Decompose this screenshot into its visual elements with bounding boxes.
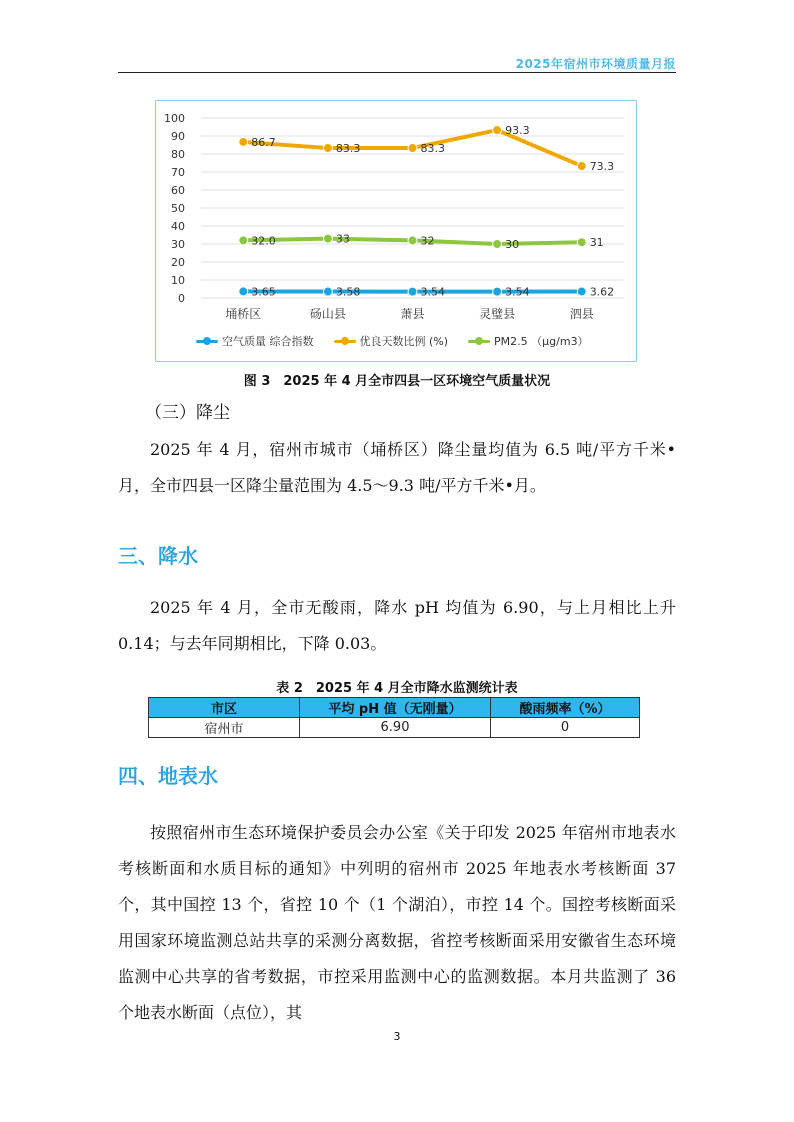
data-point bbox=[408, 236, 417, 245]
air-quality-chart bbox=[155, 100, 637, 362]
data-label: 32.0 bbox=[251, 234, 276, 248]
data-point bbox=[408, 144, 417, 153]
y-tick-label: 20 bbox=[171, 256, 185, 269]
legend-item bbox=[334, 333, 449, 349]
legend-swatch-icon bbox=[468, 336, 490, 346]
chart-legend bbox=[196, 333, 589, 349]
data-label: 3.54 bbox=[505, 285, 530, 299]
dust-paragraph bbox=[118, 432, 676, 504]
data-label: 33 bbox=[335, 232, 350, 246]
x-tick-label: 灵璧县 bbox=[479, 307, 516, 321]
header-rule bbox=[118, 72, 676, 73]
dust-heading: （三）降尘 bbox=[145, 403, 230, 423]
precipitation-table bbox=[148, 697, 640, 738]
x-tick-label: 埇桥区 bbox=[225, 307, 262, 321]
data-point bbox=[239, 137, 248, 146]
data-label: 3.62 bbox=[589, 285, 615, 299]
y-tick-label: 30 bbox=[171, 238, 185, 251]
data-label: 86.7 bbox=[251, 135, 276, 149]
legend-swatch-icon bbox=[334, 336, 356, 346]
x-tick-label: 砀山县 bbox=[309, 307, 346, 321]
table-header-cell: 平均 pH 值（无刚量） bbox=[300, 698, 491, 718]
data-label: 31 bbox=[589, 236, 604, 250]
table-cell: 6.90 bbox=[300, 718, 491, 738]
data-point bbox=[493, 126, 502, 135]
x-tick-label: 泗县 bbox=[569, 307, 594, 321]
figure-caption: 图 3 2025 年 4 月全市四县一区环境空气质量状况 bbox=[243, 374, 551, 389]
y-tick-label: 80 bbox=[171, 148, 185, 161]
table-header-cell: 市区 bbox=[149, 698, 300, 718]
table-cell: 0 bbox=[491, 718, 640, 738]
chart-canvas bbox=[156, 101, 638, 363]
y-tick-label: 50 bbox=[171, 202, 185, 215]
legend-label: PM2.5 （μg/m3） bbox=[494, 335, 589, 348]
precipitation-paragraph-text: 2025 年 4 月，全市无酸雨，降水 pH 均值为 6.90，与上月相比上升 0.14；与去年同期相比，下降 0.03。 bbox=[118, 598, 676, 653]
data-label: 30 bbox=[505, 238, 520, 251]
table-row bbox=[149, 718, 640, 738]
legend-item bbox=[196, 333, 314, 349]
precipitation-heading: 三、降水 bbox=[118, 544, 198, 568]
data-point bbox=[408, 287, 417, 296]
y-tick-label: 90 bbox=[171, 130, 185, 143]
precipitation-paragraph bbox=[118, 590, 676, 662]
y-tick-label: 100 bbox=[164, 112, 185, 125]
data-label: 3.54 bbox=[420, 285, 445, 299]
surface-water-paragraph-text: 按照宿州市生态环境保护委员会办公室《关于印发 2025 年宿州市地表水考核断面和水质目标的通知》中列明的宿州市 2025 年地表水考核断面 37 个，其中国控 13 个，省控 10 个（1 个湖泊），市控 14 个。国控考核断面采用国家环境监测总站共享的采测分离数据，省控考核断面采用安徽省生态环境监测中心共享的省考数据，市控采用监测中心的监测数据。本月共监测了 36 个地表水断面（点位），其 bbox=[118, 823, 676, 1022]
surface-water-paragraph bbox=[118, 815, 676, 1031]
data-point bbox=[577, 162, 586, 171]
y-tick-label: 10 bbox=[171, 274, 185, 287]
legend-item bbox=[468, 333, 589, 349]
data-label: 83.3 bbox=[335, 142, 361, 156]
page-number: 3 bbox=[393, 1030, 401, 1043]
data-label: 32 bbox=[420, 234, 435, 248]
y-tick-label: 60 bbox=[171, 184, 185, 197]
data-label: 3.65 bbox=[251, 285, 276, 299]
data-point bbox=[239, 287, 248, 296]
data-label: 3.58 bbox=[335, 285, 361, 299]
dust-paragraph-text: 2025 年 4 月，宿州市城市（埇桥区）降尘量均值为 6.5 吨/平方千米•月，全市四县一区降尘量范围为 4.5～9.3 吨/平方千米•月。 bbox=[118, 440, 676, 495]
x-tick-label: 萧县 bbox=[400, 307, 425, 321]
data-point bbox=[323, 144, 332, 153]
legend-label: 优良天数比例 (%) bbox=[359, 335, 449, 348]
data-point bbox=[323, 234, 332, 243]
table-caption: 表 2 2025 年 4 月全市降水监测统计表 bbox=[276, 681, 518, 696]
data-point bbox=[239, 236, 248, 245]
data-label: 73.3 bbox=[589, 160, 615, 174]
table-header-row bbox=[149, 698, 640, 718]
data-point bbox=[577, 238, 586, 247]
legend-label: 空气质量 综合指数 bbox=[222, 335, 314, 348]
data-point bbox=[493, 287, 502, 296]
data-label: 93.3 bbox=[505, 124, 530, 138]
legend-swatch-icon bbox=[196, 336, 218, 346]
header-title: 2025年宿州市环境质量月报 bbox=[515, 57, 676, 71]
surface-water-heading: 四、地表水 bbox=[118, 764, 218, 788]
data-label: 83.3 bbox=[420, 142, 445, 156]
table-cell: 宿州市 bbox=[149, 718, 300, 738]
data-point bbox=[577, 287, 586, 296]
y-tick-label: 40 bbox=[171, 220, 185, 233]
y-tick-label: 0 bbox=[178, 292, 185, 305]
table-header-cell: 酸雨频率（%） bbox=[491, 698, 640, 718]
y-tick-label: 70 bbox=[171, 166, 185, 179]
data-point bbox=[493, 240, 502, 249]
data-point bbox=[323, 287, 332, 296]
